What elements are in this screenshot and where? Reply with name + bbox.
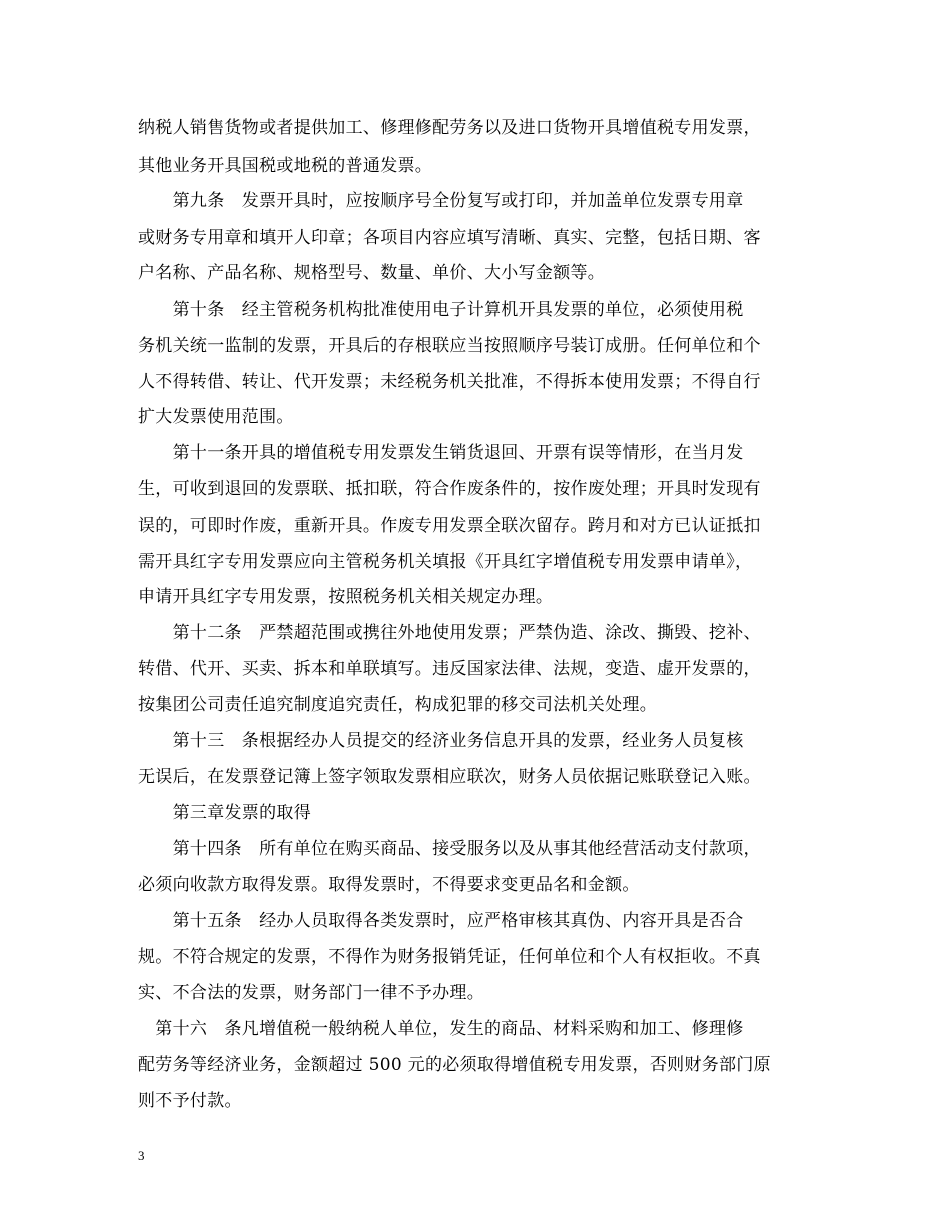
text-line: 户名称、产品名称、规格型号、数量、单价、大小写金额等。 — [138, 263, 606, 283]
text-line: 务机关统一监制的发票，开具后的存根联应当按照顺序号装订成册。任何单位和个 — [138, 336, 761, 356]
text-line: 实、不合法的发票，财务部门一律不予办理。 — [138, 983, 484, 1003]
text-line: 其他业务开具国税或地税的普通发票。 — [138, 156, 433, 176]
text-line: 无误后，在发票登记簿上签字领取发票相应联次，财务人员依据记账联登记入账。 — [138, 767, 761, 787]
text-line: 配劳务等经济业务，金额超过 500 元的必须取得增值税专用发票，否则财务部门原 — [138, 1055, 771, 1075]
text-line: 第十条 经主管税务机构批准使用电子计算机开具发票的单位，必须使用税 — [138, 300, 744, 320]
text-line: 第十四条 所有单位在购买商品、接受服务以及从事其他经营活动支付款项， — [138, 839, 761, 859]
text-line: 第十六 条凡增值税一般纳税人单位，发生的商品、材料采购和加工、修理修 — [138, 1019, 744, 1039]
text-line: 生，可收到退回的发票联、抵扣联，符合作废条件的，按作废处理；开具时发现有 — [138, 479, 761, 499]
text-line: 需开具红字专用发票应向主管税务机关填报《开具红字增值税专用发票申请单》， — [138, 552, 753, 572]
text-line: 第十五条 经办人员取得各类发票时，应严格审核其真伪、内容开具是否合 — [138, 911, 744, 931]
text-line: 按集团公司责任追究制度追究责任，构成犯罪的移交司法机关处理。 — [138, 695, 657, 715]
text-line: 纳税人销售货物或者提供加工、修理修配劳务以及进口货物开具增值税专用发票， — [138, 118, 761, 138]
text-line: 第十三 条根据经办人员提交的经济业务信息开具的发票，经业务人员复核 — [138, 731, 744, 751]
text-line: 或财务专用章和填开人印章；各项目内容应填写清晰、真实、完整，包括日期、客 — [138, 228, 761, 248]
chapter-heading: 第三章发票的取得 — [138, 803, 311, 823]
text-line: 则不予付款。 — [138, 1091, 242, 1111]
text-line: 扩大发票使用范围。 — [138, 407, 294, 427]
text-line: 规。不符合规定的发票，不得作为财务报销凭证，任何单位和个人有权拒收。不真 — [138, 947, 761, 967]
text-line: 误的，可即时作废，重新开具。作废专用发票全联次留存。跨月和对方已认证抵扣 — [138, 516, 761, 536]
text-line: 转借、代开、买卖、拆本和单联填写。违反国家法律、法规，变造、虚开发票的， — [138, 659, 761, 679]
text-line: 必须向收款方取得发票。取得发票时，不得要求变更品名和金额。 — [138, 875, 640, 895]
text-line: 第十一条开具的增值税专用发票发生销货退回、开票有误等情形，在当月发 — [138, 443, 744, 463]
page-number: 3 — [138, 1148, 145, 1163]
text-line: 第十二条 严禁超范围或携往外地使用发票；严禁伪造、涂改、撕毁、挖补、 — [138, 623, 761, 643]
text-line: 申请开具红字专用发票，按照税务机关相关规定办理。 — [138, 587, 554, 607]
text-line: 人不得转借、转让、代开发票；未经税务机关批准，不得拆本使用发票；不得自行 — [138, 372, 761, 392]
text-line: 第九条 发票开具时，应按顺序号全份复写或打印，并加盖单位发票专用章 — [138, 191, 744, 211]
